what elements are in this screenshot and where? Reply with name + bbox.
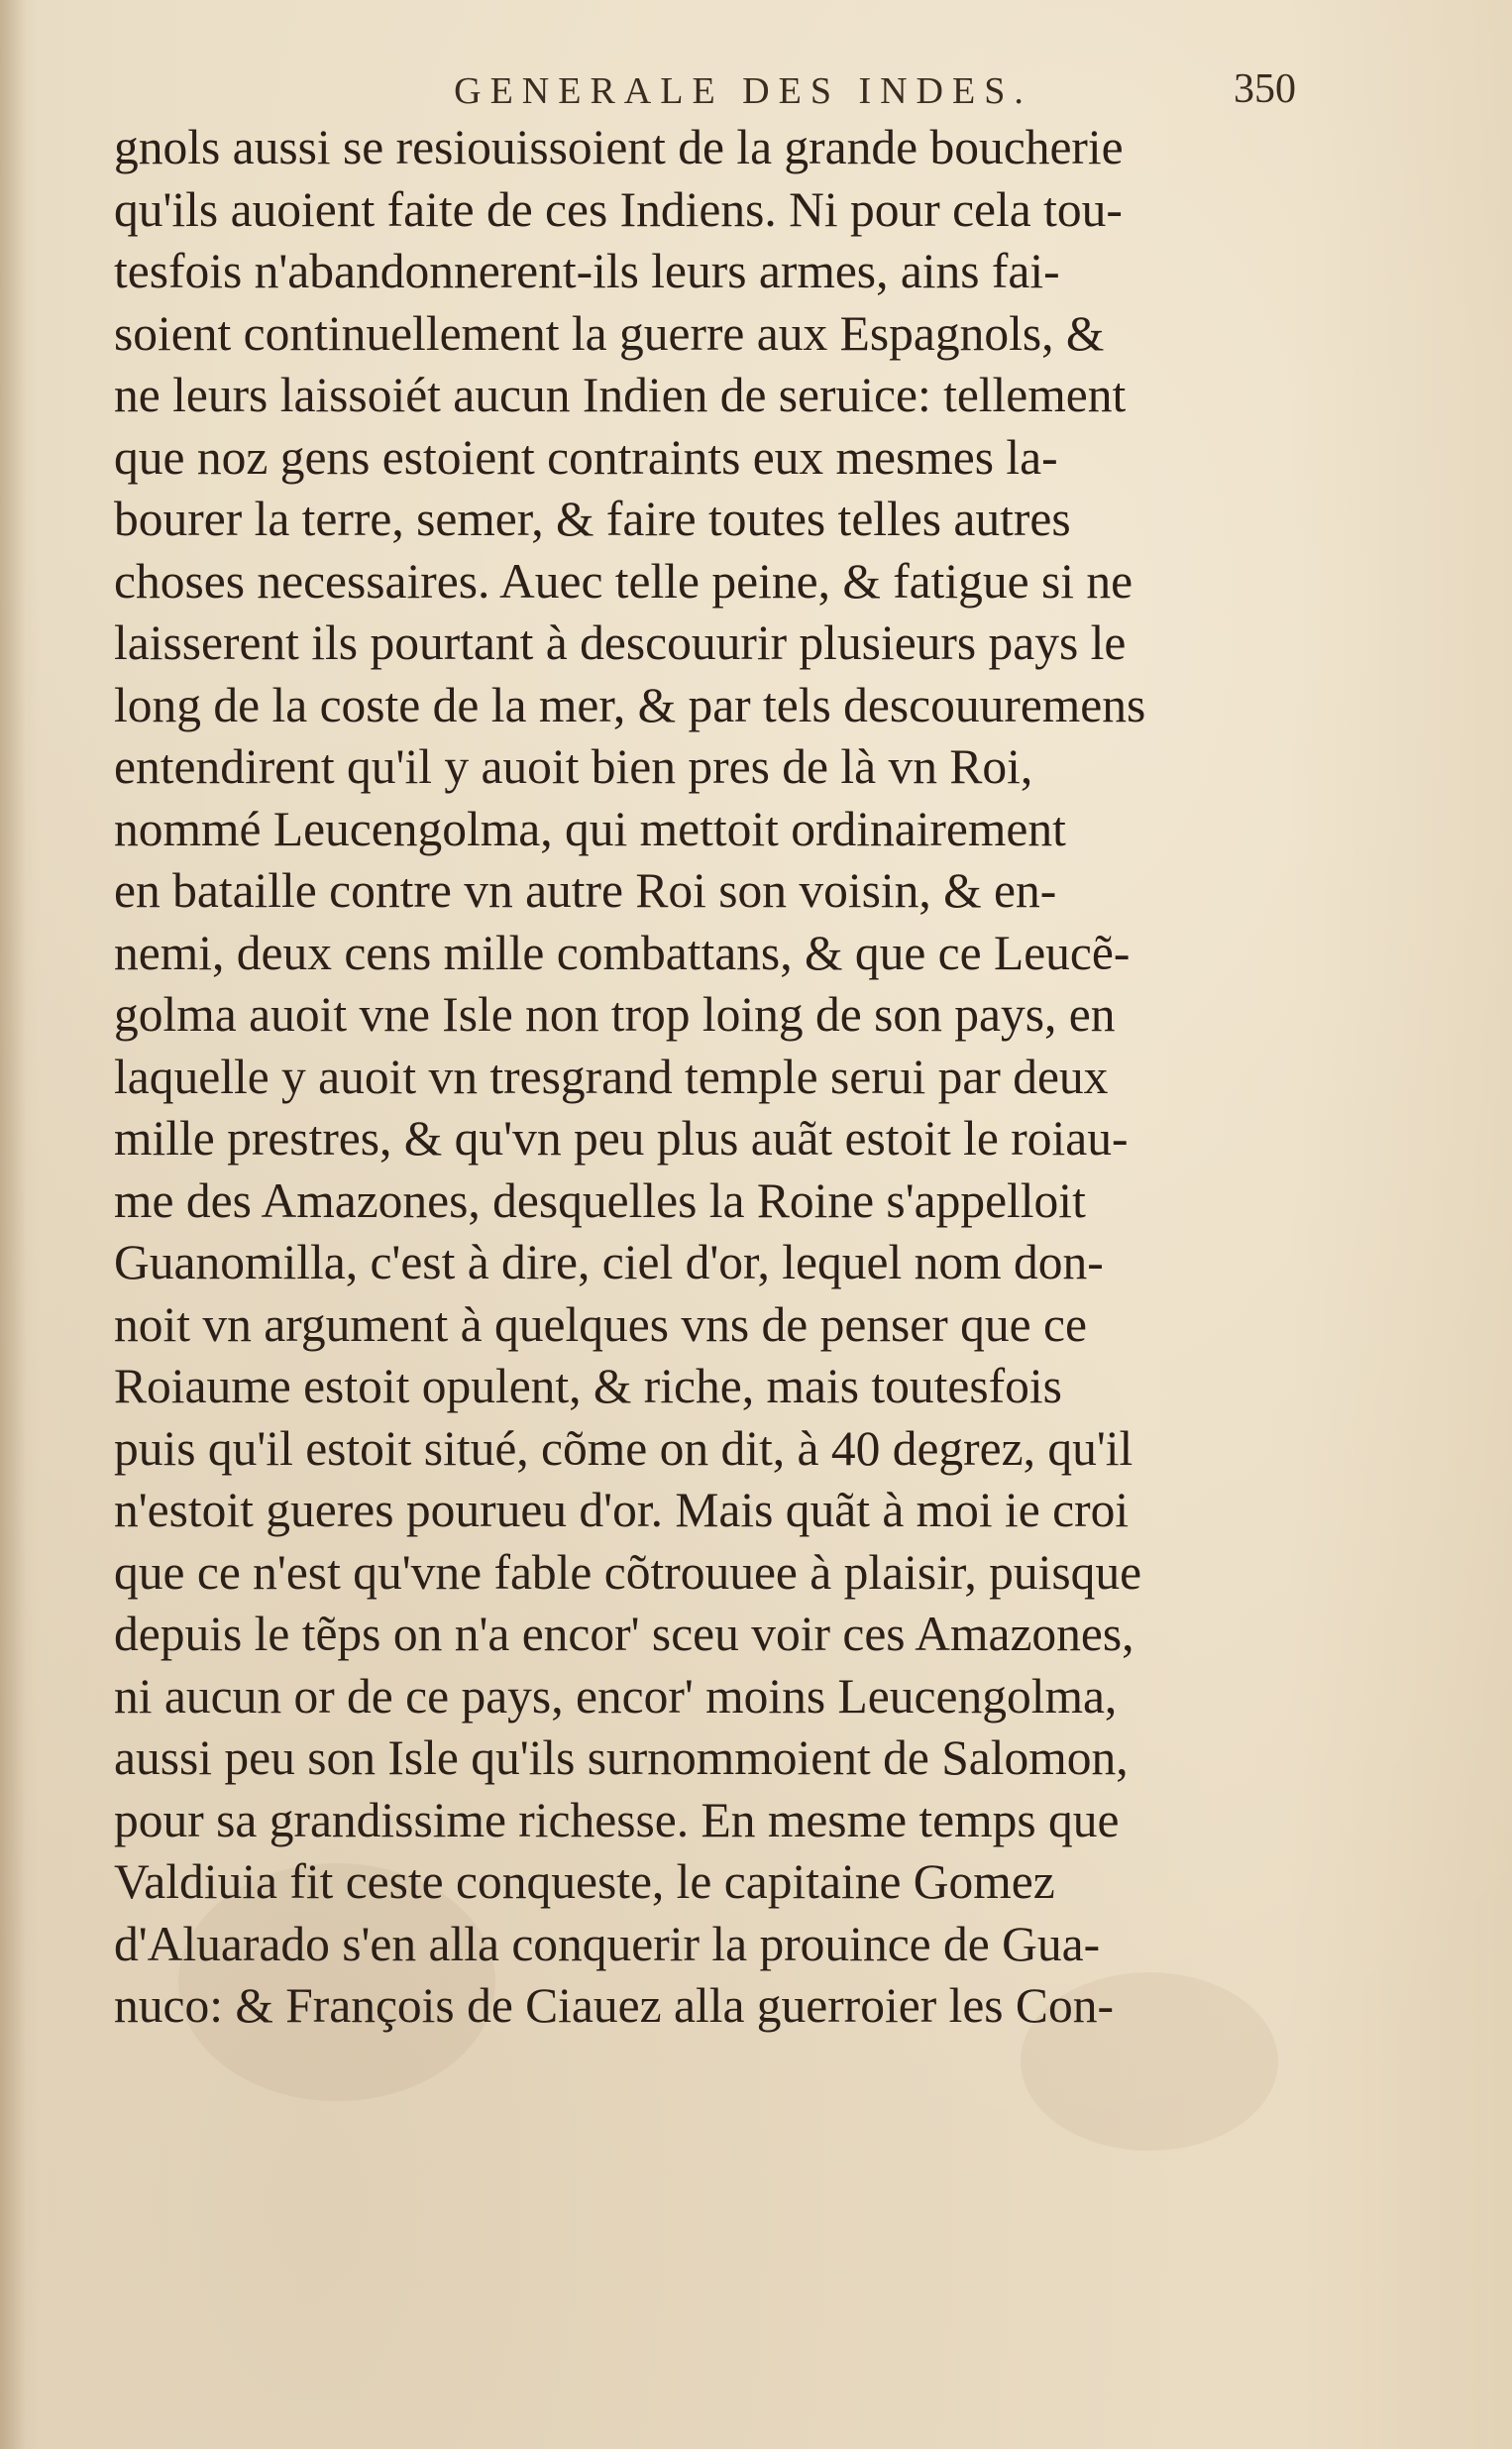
text-line: que noz gens estoient contraints eux mesmes la-: [114, 429, 1058, 485]
text-line: puis qu'il estoit situé, cõme on dit, à 40 degrez, qu'il: [114, 1420, 1134, 1476]
text-line: gnols aussi se resiouissoient de la grande boucherie: [114, 120, 1124, 174]
text-line: aussi peu son Isle qu'ils surnommoient de Salomon,: [114, 1730, 1129, 1785]
text-line: choses necessaires. Auec telle peine, & fatigue si ne: [114, 553, 1134, 609]
text-line: golma auoit vne Isle non trop loing de son pays, en: [114, 987, 1116, 1042]
text-line: bourer la terre, semer, & faire toutes telles autres: [114, 492, 1071, 546]
text-line: long de la coste de la mer, & par tels descouuremens: [114, 677, 1146, 732]
text-line: nemi, deux cens mille combattans, & que ce Leucẽ-: [114, 925, 1131, 980]
text-line: qu'ils auoient faite de ces Indiens. Ni pour cela tou-: [114, 181, 1123, 237]
page-gutter-shadow: [0, 0, 26, 2449]
text-line: laquelle y auoit vn tresgrand temple serui par deux: [114, 1049, 1109, 1104]
running-head: GENERALE DES INDES.: [454, 70, 1032, 112]
text-line: ne leurs laissoiét aucun Indien de seruice: tellement: [114, 368, 1127, 422]
text-line: tesfois n'abandonnerent-ils leurs armes, ains fai-: [114, 244, 1060, 298]
text-line: nuco: & François de Ciauez alla guerroier les Con-: [114, 1978, 1114, 2033]
text-line: me des Amazones, desquelles la Roine s'appelloit: [114, 1172, 1086, 1228]
text-line: en bataille contre vn autre Roi son voisin, & en-: [114, 863, 1057, 918]
page-number: 350: [1234, 66, 1296, 112]
text-line: nommé Leucengolma, qui mettoit ordinairement: [114, 801, 1066, 856]
text-line: Roiaume estoit opulent, & riche, mais toutesfois: [114, 1359, 1062, 1413]
text-line: que ce n'est qu'vne fable cõtrouuee à plaisir, puisque: [114, 1544, 1142, 1600]
text-line: ni aucun or de ce pays, encor' moins Leucengolma,: [114, 1668, 1118, 1724]
text-line: noit vn argument à quelques vns de penser que ce: [114, 1296, 1087, 1352]
text-line: laisserent ils pourtant à descouurir plusieurs pays le: [114, 615, 1127, 670]
text-line: depuis le tẽps on n'a encor' sceu voir ces Amazones,: [114, 1607, 1134, 1661]
text-line: pour sa grandissime richesse. En mesme temps que: [114, 1792, 1120, 1847]
body-text: [114, 117, 1328, 2038]
text-line: d'Aluarado s'en alla conquerir la prouince de Gua-: [114, 1916, 1101, 1971]
text-line: n'estoit gueres pourueu d'or. Mais quãt à moi ie croi: [114, 1483, 1130, 1537]
text-line: Guanomilla, c'est à dire, ciel d'or, lequel nom don-: [114, 1235, 1104, 1289]
text-line: mille prestres, & qu'vn peu plus auãt estoit le roiau-: [114, 1111, 1129, 1166]
text-line: soient continuellement la guerre aux Espagnols, &: [114, 305, 1105, 361]
text-line: Valdiuia fit ceste conqueste, le capitaine Gomez: [114, 1854, 1055, 1909]
text-line: entendirent qu'il y auoit bien pres de là vn Roi,: [114, 739, 1033, 794]
